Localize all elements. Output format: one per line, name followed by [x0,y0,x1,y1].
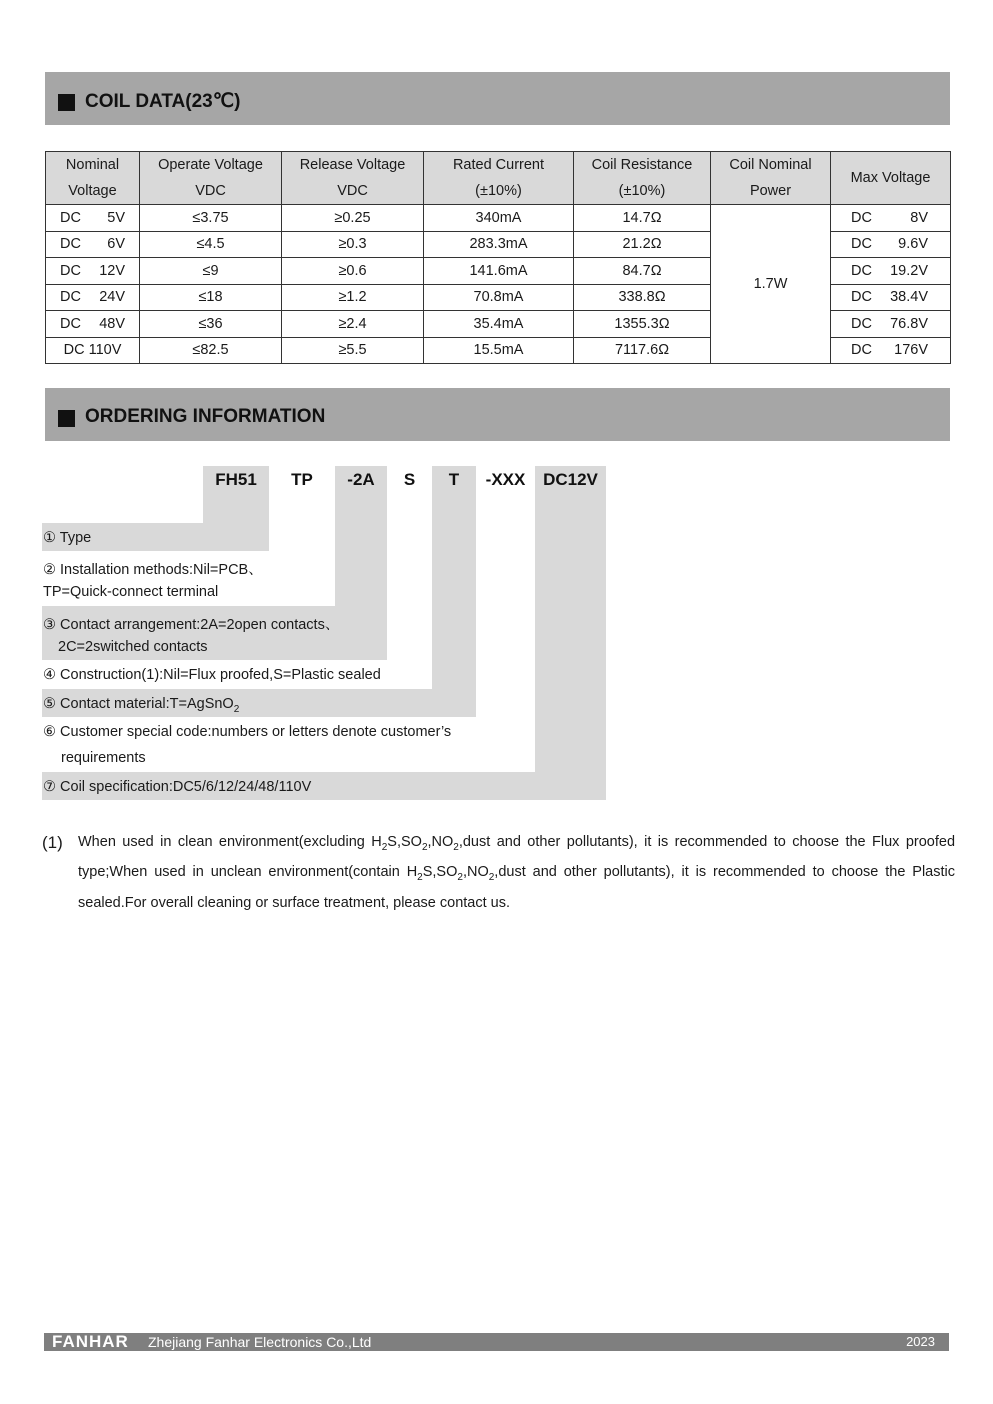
col-band-material [432,466,476,717]
ordering-item-material: ⑤ Contact material:T=AgSnO$_2$ [43,696,240,715]
nominal-voltage-cell: DC 5V [46,205,140,232]
coil-data-title: COIL DATA(23℃) [85,91,241,112]
code-part-construction: S [403,470,416,489]
coil-power-cell: 1.7W [711,205,831,364]
ordering-item-coil-spec: ⑦ Coil specification:DC5/6/12/24/48/110V [43,779,312,795]
coil-resistance-cell: 1355.3Ω [574,311,711,338]
max-voltage-cell: DC 176V [831,337,951,364]
code-part-coil: DC12V [543,470,598,489]
nominal-voltage-cell: DC 110V [46,337,140,364]
code-part-installation: TP [291,470,313,489]
ordering-item-contact: ③ Contact arrangement:2A=2open contacts、 [43,617,340,633]
rated-current-cell: 340mA [424,205,574,232]
coil-resistance-cell: 7117.6Ω [574,337,711,364]
release-voltage-cell: ≥0.3 [282,231,424,258]
coil-resistance-cell: 14.7Ω [574,205,711,232]
company-name: Zhejiang Fanhar Electronics Co.,Ltd [148,1334,372,1350]
operate-voltage-cell: ≤4.5 [140,231,282,258]
max-voltage-cell: DC 8V [831,205,951,232]
release-voltage-cell: ≥2.4 [282,311,424,338]
footer-year: 2023 [906,1334,935,1349]
release-voltage-cell: ≥0.25 [282,205,424,232]
square-bullet-icon [58,410,75,427]
coil-data-table [45,151,951,364]
code-part-contact: -2A [347,470,375,489]
ordering-item-contact-cont: 2C=2switched contacts [58,639,208,655]
header-rated-current: Rated Current (±10%) [424,152,574,205]
header-operate-voltage: Operate Voltage VDC [140,152,282,205]
nominal-voltage-cell: DC 24V [46,284,140,311]
nominal-voltage-cell: DC 6V [46,231,140,258]
max-voltage-cell: DC 38.4V [831,284,951,311]
ordering-item-construction: ④ Construction(1):Nil=Flux proofed,S=Plastic sealed [43,667,381,683]
header-release-voltage: Release Voltage VDC [282,152,424,205]
rated-current-cell: 141.6mA [424,258,574,285]
header-coil-nominal-power: Coil Nominal Power [711,152,831,205]
coil-resistance-cell: 21.2Ω [574,231,711,258]
nominal-voltage-cell: DC 48V [46,311,140,338]
max-voltage-cell: DC 19.2V [831,258,951,285]
release-voltage-cell: ≥0.6 [282,258,424,285]
code-part-special: -XXX [485,470,526,489]
code-part-type: FH51 [215,470,257,489]
ordering-item-special: ⑥ Customer special code:numbers or letters denote customer’s [43,724,452,740]
operate-voltage-cell: ≤9 [140,258,282,285]
ordering-info-title: ORDERING INFORMATION [85,406,326,427]
footnote-text: When used in clean environment(excluding $H_2S,SO_2,NO_2,dust$ and other pollutants), it is recommended to choose the Flux proofed type;When used in unclean environment(contain $H_2S,SO_2,NO_2,dust$ and other pollutants), it is recommended to choose the Plastic sealed.For overall cleaning or surface treatment, please contact us. [78,834,956,911]
coil-data-header [45,72,950,125]
nominal-voltage-cell: DC 12V [46,258,140,285]
header-nominal-voltage: Nominal Voltage [46,152,140,205]
rated-current-cell: 70.8mA [424,284,574,311]
header-coil-resistance: Coil Resistance (±10%) [574,152,711,205]
ordering-item-type: ① Type [43,530,92,546]
max-voltage-cell: DC 76.8V [831,311,951,338]
max-voltage-cell: DC 9.6V [831,231,951,258]
col-band-coil [535,466,606,800]
rated-current-cell: 283.3mA [424,231,574,258]
release-voltage-cell: ≥1.2 [282,284,424,311]
coil-resistance-cell: 338.8Ω [574,284,711,311]
footnote-number: (1) [42,833,63,852]
coil-resistance-cell: 84.7Ω [574,258,711,285]
square-bullet-icon [58,94,75,111]
table-row [46,205,951,232]
code-part-material: T [448,470,460,489]
table-header-row [46,152,951,205]
fanhar-logo: FANHAR [52,1332,129,1351]
rated-current-cell: 35.4mA [424,311,574,338]
release-voltage-cell: ≥5.5 [282,337,424,364]
ordering-item-installation: ② Installation methods:Nil=PCB、 [43,562,263,578]
page-footer [44,1333,949,1351]
rated-current-cell: 15.5mA [424,337,574,364]
header-max-voltage: Max Voltage [831,152,951,205]
ordering-info-header [45,388,950,441]
ordering-item-installation-cont: TP=Quick-connect terminal [43,584,219,600]
operate-voltage-cell: ≤82.5 [140,337,282,364]
operate-voltage-cell: ≤18 [140,284,282,311]
operate-voltage-cell: ≤36 [140,311,282,338]
operate-voltage-cell: ≤3.75 [140,205,282,232]
ordering-item-special-cont: requirements [61,750,146,766]
